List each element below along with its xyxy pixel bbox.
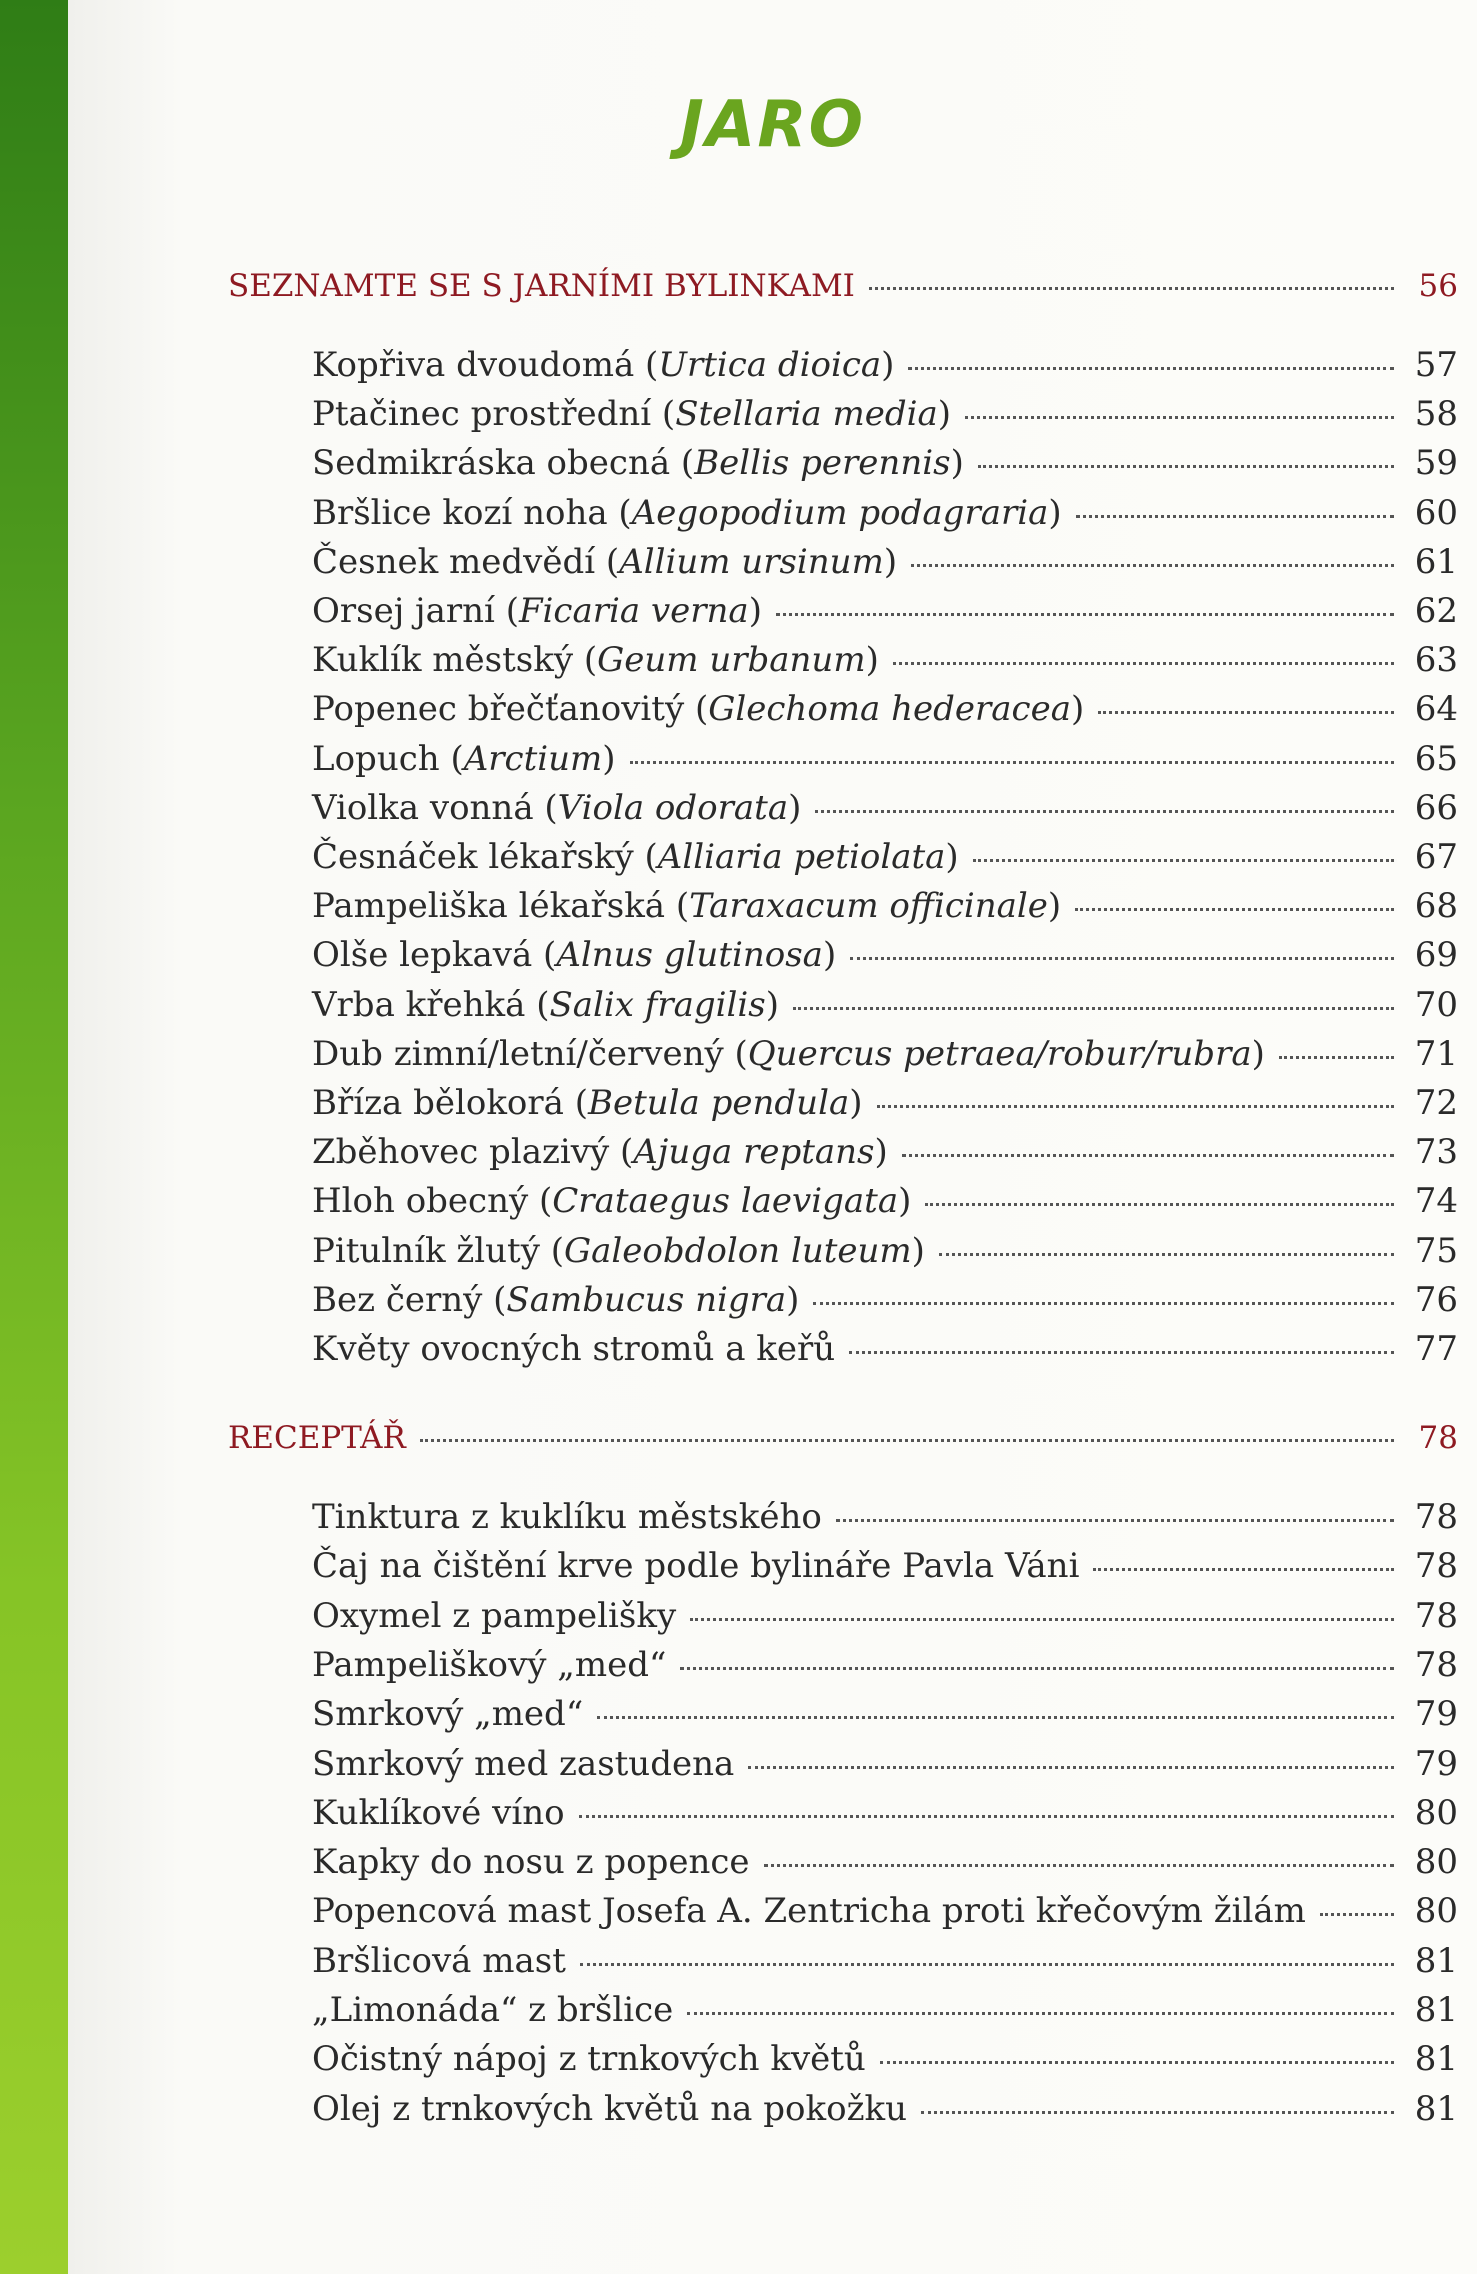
dot-leader	[925, 1203, 1394, 1206]
entry-label	[312, 739, 616, 779]
entry-name: Pampeliška lékařská (	[312, 886, 690, 927]
entry-latin-name: Quercus petraea/robur/rubra	[747, 1033, 1252, 1074]
dot-leader	[880, 2061, 1394, 2064]
page-number: 72	[1414, 1083, 1458, 1123]
entry-label	[312, 1596, 676, 1636]
entry-label	[312, 1231, 925, 1271]
page-number: 67	[1414, 837, 1458, 877]
dot-leader	[597, 1716, 1394, 1719]
page-number: 76	[1414, 1279, 1458, 1320]
entry-latin-name: Galeobdolon luteum	[564, 1230, 912, 1271]
page-number: 81	[1414, 2039, 1458, 2080]
entry-name: Olej z trnkových květů na pokožku	[312, 2088, 907, 2129]
entry-name: Zběhovec plazivý (	[312, 1132, 634, 1173]
entry-label	[312, 837, 959, 877]
dot-leader	[776, 613, 1394, 616]
dot-leader	[978, 465, 1394, 468]
entry-close-paren: )	[865, 640, 879, 681]
entry-label	[312, 1941, 566, 1981]
dot-leader	[902, 1154, 1394, 1157]
dot-leader	[1076, 515, 1394, 518]
entry-latin-name: Ficaria verna	[518, 591, 749, 631]
page-number: 64	[1414, 689, 1458, 730]
page-number: 66	[1414, 787, 1458, 828]
entry-label	[312, 1744, 734, 1784]
entry-name: Smrkový med zastudena	[312, 1743, 735, 1784]
page-number: 78	[1414, 1595, 1458, 1636]
entry-name: Orsej jarní (	[312, 591, 519, 631]
dot-leader	[877, 1105, 1395, 1108]
entry-label	[312, 1329, 835, 1369]
entry-name: Česnek medvědí (	[312, 541, 620, 582]
entry-name: Vrba křehká (	[312, 984, 550, 1025]
toc-entry[interactable]	[312, 1645, 1458, 1685]
toc-entry[interactable]	[312, 1891, 1458, 1931]
page-number: 60	[1414, 492, 1458, 533]
page-number: 79	[1414, 1694, 1458, 1735]
entry-label	[312, 1546, 1079, 1586]
entry-latin-name: Ajuga reptans	[633, 1132, 875, 1173]
entry-name: Tinktura z kuklíku městského	[312, 1497, 822, 1537]
entry-label	[312, 1034, 1265, 1074]
entry-label	[312, 2089, 907, 2129]
toc-entry[interactable]	[312, 1744, 1458, 1784]
dot-leader	[849, 1351, 1394, 1354]
entry-name: Očistný nápoj z trnkových květů	[312, 2039, 866, 2080]
section-title: SEZNAMTE SE S JARNÍMI BYLINKAMI	[228, 268, 855, 304]
dot-leader	[1093, 1568, 1394, 1571]
dot-leader	[815, 810, 1394, 813]
page-number: 62	[1414, 591, 1458, 631]
entry-close-paren: )	[822, 935, 837, 976]
dot-leader	[764, 1864, 1394, 1867]
book-page	[68, 0, 1477, 2274]
dot-leader	[793, 1007, 1394, 1010]
toc-entry[interactable]	[312, 1842, 1458, 1882]
entry-name: Dub zimní/letní/červený (	[312, 1033, 748, 1074]
dot-leader	[939, 1253, 1394, 1256]
entry-label	[312, 689, 1084, 729]
page-number: 74	[1414, 1181, 1458, 1222]
entry-label	[312, 542, 897, 582]
entry-close-paren: )	[748, 591, 762, 631]
toc-entry[interactable]	[312, 394, 1458, 434]
entry-close-paren: )	[911, 1230, 925, 1271]
entry-close-paren: )	[1048, 492, 1062, 533]
entry-close-paren: )	[786, 1279, 800, 1320]
toc-entry[interactable]	[312, 739, 1458, 779]
entry-name: Kuklík městský (	[312, 640, 598, 681]
dot-leader	[680, 1667, 1394, 1670]
dot-leader	[687, 2012, 1394, 2015]
toc-entry[interactable]	[312, 1132, 1458, 1172]
entry-label	[312, 394, 951, 434]
dot-leader	[579, 1815, 1394, 1818]
dot-leader	[420, 1439, 1394, 1442]
entry-label	[312, 345, 894, 385]
entry-name: Pampeliškový „med“	[312, 1644, 667, 1685]
entry-latin-name: Stellaria media	[675, 394, 938, 435]
toc-entry[interactable]	[312, 1083, 1458, 1123]
dot-leader	[869, 287, 1394, 290]
page-number: 58	[1414, 394, 1458, 435]
dot-leader	[813, 1302, 1394, 1305]
toc-entry[interactable]	[312, 1941, 1458, 1981]
entry-label	[312, 591, 762, 631]
entry-close-paren: )	[602, 738, 616, 779]
entry-label	[312, 2039, 866, 2079]
dot-leader	[690, 1618, 1394, 1621]
entry-close-paren: )	[950, 443, 964, 484]
entry-label	[312, 1793, 565, 1833]
entry-label	[312, 1181, 911, 1221]
entry-name: Popencová mast Josefa A. Zentricha proti křečovým žilám	[312, 1891, 1306, 1932]
entry-latin-name: Alnus glutinosa	[556, 935, 823, 976]
entry-label	[312, 788, 801, 828]
toc-entry[interactable]	[312, 640, 1458, 680]
entry-latin-name: Viola odorata	[557, 787, 789, 828]
entry-label	[312, 1497, 822, 1537]
entry-close-paren: )	[945, 837, 959, 877]
page-number: 78	[1414, 1546, 1458, 1587]
entry-label	[312, 1694, 583, 1734]
entry-name: Kapky do nosu z popence	[312, 1842, 750, 1883]
page-title: JARO	[679, 88, 866, 162]
entry-name: Kuklíkové víno	[312, 1792, 565, 1833]
toc-entry[interactable]	[312, 837, 1458, 877]
dot-leader	[893, 662, 1394, 665]
page-number: 81	[1414, 1940, 1458, 1981]
entry-label	[312, 443, 964, 483]
entry-label	[312, 1132, 888, 1172]
dot-leader	[973, 859, 1394, 862]
entry-latin-name: Taraxacum officinale	[689, 886, 1048, 927]
entry-latin-name: Betula pendula	[588, 1083, 850, 1123]
entry-name: Popenec břečťanovitý (	[312, 689, 709, 730]
page-number: 75	[1414, 1230, 1458, 1271]
toc-entry[interactable]	[312, 591, 1458, 631]
page-number: 81	[1414, 1990, 1458, 2030]
dot-leader	[1098, 711, 1394, 714]
entry-latin-name: Geum urbanum	[597, 640, 866, 681]
page-number: 79	[1414, 1743, 1458, 1784]
entry-name: Olše lepkavá (	[312, 935, 557, 976]
toc-entry[interactable]	[312, 1181, 1458, 1221]
entry-label	[312, 886, 1061, 926]
dot-leader	[748, 1766, 1394, 1769]
dot-leader	[965, 416, 1394, 419]
page-number: 56	[1418, 268, 1458, 304]
dot-leader	[1075, 908, 1394, 911]
toc-entry[interactable]	[312, 1596, 1458, 1636]
entry-label	[312, 1083, 863, 1123]
entry-label	[312, 935, 836, 975]
entry-name: Violka vonná (	[312, 787, 558, 828]
entry-label	[312, 1990, 673, 2030]
page-number: 81	[1414, 2088, 1458, 2129]
toc-entry[interactable]	[312, 493, 1458, 533]
entry-name: Sedmikráska obecná (	[312, 443, 695, 484]
toc-entry[interactable]	[312, 1694, 1458, 1734]
entry-close-paren: )	[1251, 1033, 1265, 1074]
entry-label	[312, 1645, 666, 1685]
page-number: 61	[1414, 541, 1458, 582]
page-number: 57	[1414, 345, 1458, 385]
entry-close-paren: )	[788, 787, 802, 828]
dot-leader	[850, 957, 1394, 960]
entry-name: Čaj na čištění krve podle bylináře Pavla Váni	[312, 1546, 1080, 1587]
dot-leader	[911, 564, 1394, 567]
entry-close-paren: )	[1070, 689, 1085, 730]
entry-name: Česnáček lékařský (	[312, 837, 658, 877]
toc-entry[interactable]	[312, 935, 1458, 975]
toc-entry[interactable]	[312, 1231, 1458, 1271]
toc-entry[interactable]	[312, 1990, 1458, 2030]
entry-close-paren: )	[937, 394, 952, 435]
section-heading[interactable]	[228, 1420, 1458, 1456]
entry-latin-name: Glechoma hederacea	[708, 689, 1071, 730]
page-number: 73	[1414, 1132, 1458, 1173]
page-number: 78	[1414, 1644, 1458, 1685]
entry-close-paren: )	[874, 1132, 888, 1173]
entry-latin-name: Arctium	[463, 738, 603, 779]
toc-entry[interactable]	[312, 1793, 1458, 1833]
entry-name: Kopřiva dvoudomá (	[312, 345, 659, 385]
dot-leader	[921, 2111, 1394, 2114]
page-number: 80	[1414, 1891, 1458, 1932]
page-number: 78	[1414, 1497, 1458, 1537]
entry-latin-name: Urtica dioica	[658, 345, 882, 385]
page-number: 68	[1414, 886, 1458, 927]
toc-entry[interactable]	[312, 689, 1458, 729]
entry-label	[312, 1891, 1306, 1931]
entry-name: Smrkový „med“	[312, 1694, 584, 1735]
entry-close-paren: )	[849, 1083, 863, 1123]
page-number: 77	[1414, 1329, 1458, 1369]
green-edge-strip	[0, 0, 68, 2274]
entry-close-paren: )	[898, 1181, 912, 1222]
page-number: 80	[1414, 1842, 1458, 1883]
toc-entry[interactable]	[312, 345, 1458, 385]
entry-latin-name: Salix fragilis	[549, 984, 766, 1025]
toc-entry[interactable]	[312, 1280, 1458, 1320]
entry-name: Bez černý (	[312, 1279, 507, 1320]
entry-latin-name: Crataegus laevigata	[552, 1181, 899, 1222]
entry-name: „Limonáda“ z bršlice	[312, 1990, 674, 2030]
dot-leader	[630, 761, 1394, 764]
entry-close-paren: )	[883, 541, 898, 582]
toc-entry[interactable]	[312, 542, 1458, 582]
toc-entry[interactable]	[312, 2039, 1458, 2079]
entry-name: Ptačinec prostřední (	[312, 394, 676, 435]
page-number: 65	[1414, 738, 1458, 779]
entry-name: Bršlice kozí noha (	[312, 492, 632, 533]
toc-entry[interactable]	[312, 443, 1458, 483]
page-number: 80	[1414, 1792, 1458, 1833]
toc-entry[interactable]	[312, 886, 1458, 926]
entry-name: Lopuch (	[312, 738, 464, 779]
toc-entry[interactable]	[312, 1546, 1458, 1586]
dot-leader	[580, 1963, 1394, 1966]
entry-latin-name: Sambucus nigra	[506, 1279, 787, 1320]
page-number: 63	[1414, 640, 1458, 681]
toc-entry[interactable]	[312, 1329, 1458, 1369]
entry-label	[312, 1842, 750, 1882]
toc-entry[interactable]	[312, 985, 1458, 1025]
entry-name: Hloh obecný (	[312, 1181, 553, 1222]
entry-latin-name: Bellis perennis	[694, 443, 951, 484]
dot-leader	[1279, 1056, 1394, 1059]
section-title: RECEPTÁŘ	[228, 1420, 406, 1456]
page-number: 78	[1418, 1420, 1458, 1456]
entry-close-paren: )	[881, 345, 895, 385]
entry-name: Bříza bělokorá (	[312, 1083, 589, 1123]
entry-latin-name: Aegopodium podagraria	[631, 492, 1049, 533]
entry-name: Pitulník žlutý (	[312, 1230, 564, 1271]
section-heading[interactable]	[228, 268, 1458, 304]
entry-latin-name: Allium ursinum	[619, 541, 884, 582]
page-number: 71	[1414, 1033, 1458, 1074]
toc-entry[interactable]	[312, 2089, 1458, 2129]
entry-label	[312, 640, 879, 680]
page-number: 69	[1414, 935, 1458, 976]
toc-entry[interactable]	[312, 788, 1458, 828]
toc-entry[interactable]	[312, 1497, 1458, 1537]
dot-leader	[836, 1519, 1394, 1522]
toc-entry[interactable]	[312, 1034, 1458, 1074]
dot-leader	[908, 367, 1394, 370]
entry-close-paren: )	[765, 984, 779, 1025]
entry-name: Květy ovocných stromů a keřů	[312, 1329, 836, 1369]
entry-label	[312, 985, 779, 1025]
entry-label	[312, 1280, 799, 1320]
page-number: 70	[1414, 984, 1458, 1025]
entry-name: Bršlicová mast	[312, 1940, 566, 1981]
entry-latin-name: Alliaria petiolata	[657, 837, 946, 877]
page-number: 59	[1414, 443, 1458, 484]
entry-label	[312, 493, 1062, 533]
dot-leader	[1320, 1913, 1394, 1916]
entry-close-paren: )	[1047, 886, 1062, 927]
entry-name: Oxymel z pampelišky	[312, 1595, 677, 1636]
